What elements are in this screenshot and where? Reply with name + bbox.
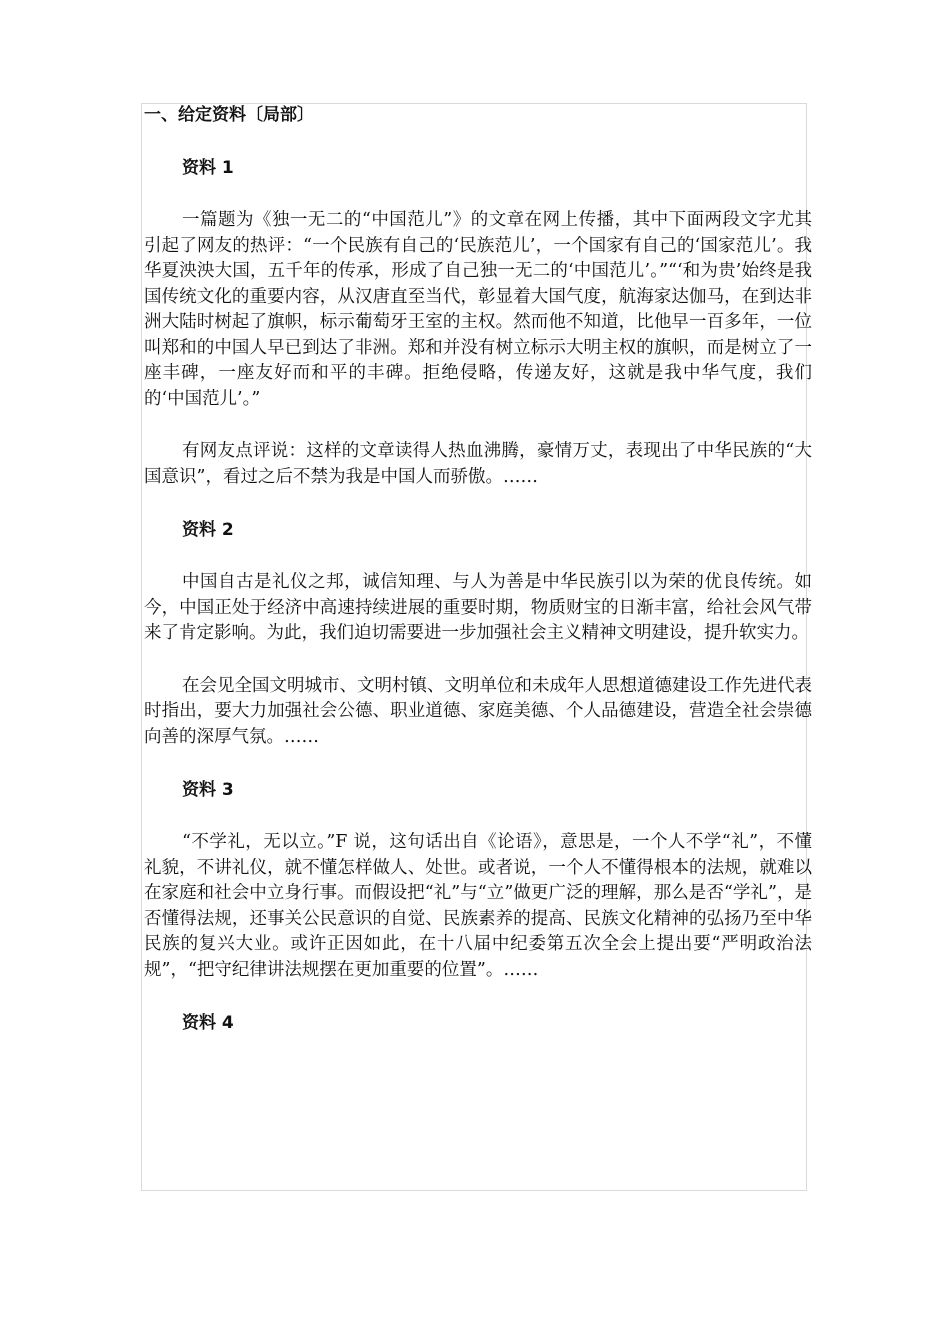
section-2-paragraph-2: 在会见全国文明城市、文明村镇、文明单位和未成年人思想道德建设工作先进代表时指出，要大力加强社会公德、职业道德、家庭美德、个人品德建设，营造全社会崇德向善的深厚气氛。…… — [144, 675, 812, 747]
section-2-paragraph-1: 中国自古是礼仪之邦，诚信知理、与人为善是中华民族引以为荣的优良传统。如今，中国正处于经济中高速持续进展的重要时期，物质财宝的日渐丰富，给社会风气带来了肯定影响。为此，我们迫切需要进一步加强社会主义精神文明建设，提升软实力。 — [144, 572, 812, 643]
section-title-1: 资料 1 — [182, 158, 234, 178]
document-body — [144, 102, 812, 1036]
section-3-paragraph-1: “不学礼，无以立。”F 说，这句话出自《论语》，意思是，一个人不学“礼”，不懂礼貌，不讲礼仪，就不懂怎样做人、处世。或者说，一个人不懂得根本的法规，就难以在家庭和社会中立身行事。而假设把“礼”与“立”做更广泛的理解，那么是否“学礼”，是否懂得法规，还事关公民意识的自觉、民族素养的提高、民族文化精神的弘扬乃至中华民族的复兴大业。或许正因如此，在十八届中纪委第五次全会上提出要“严明政治法规”，“把守纪律讲法规摆在更加重要的位置”。…… — [144, 832, 812, 980]
section-title-2: 资料 2 — [182, 520, 234, 540]
section-1-paragraph-2: 有网友点评说：这样的文章读得人热血沸腾，豪情万丈，表现出了中华民族的“大国意识”，看过之后不禁为我是中国人而骄傲。…… — [144, 441, 812, 487]
section-title-4: 资料 4 — [182, 1013, 234, 1033]
section-title-3: 资料 3 — [182, 780, 234, 800]
section-1-paragraph-1: 一篇题为《独一无二的“中国范儿”》的文章在网上传播，其中下面两段文字尤其引起了网友的热评：“一个民族有自己的‘民族范儿’，一个国家有自己的‘国家范儿’。我华夏泱泱大国，五千年的传承，形成了自己独一无二的‘中国范儿’。”“‘和为贵’始终是我国传统文化的重要内容，从汉唐直至当代，彰显着大国气度，航海家达伽马，在到达非洲大陆时树起了旗帜，标示葡萄牙王室的主权。然而他不知道，比他早一百多年，一位叫郑和的中国人早已到达了非洲。郑和并没有树立标示大明主权的旗帜，而是树立了一座丰碑，一座友好而和平的丰碑。拒绝侵略，传递友好，这就是我中华气度，我们的‘中国范儿’。” — [144, 210, 812, 409]
document-heading: 一、给定资料〔局部〕 — [144, 105, 314, 125]
